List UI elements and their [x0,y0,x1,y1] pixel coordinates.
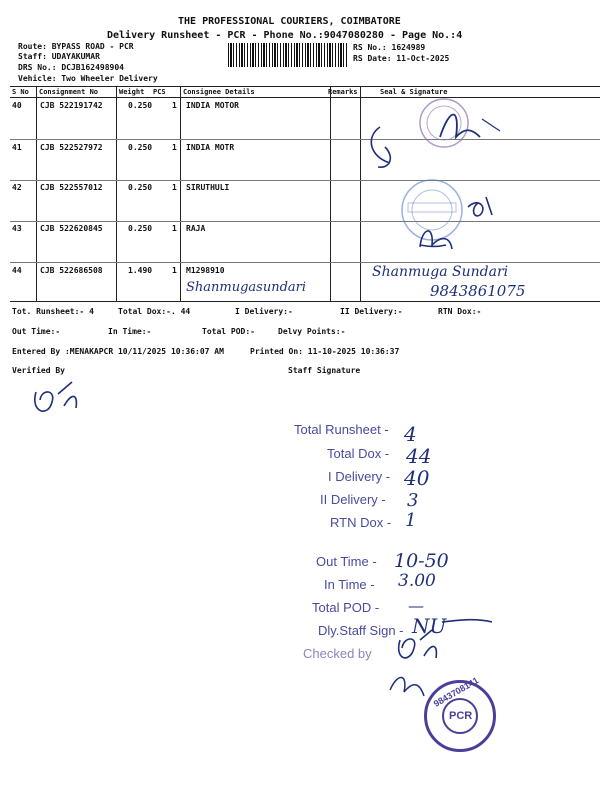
row44-receiver-name: Shanmuga Sundari [372,264,509,280]
row-pcs: 1 [172,183,177,192]
row-weight: 0.250 [128,143,153,152]
row44-signature: Shanmugasundari [186,280,307,295]
row-pcs: 1 [172,101,177,110]
summary-rtn-value: 1 [405,510,417,531]
row-sno: 44 [12,266,22,275]
summary-in-time-label: In Time - [324,577,375,592]
table-top-rule [10,86,600,87]
rs-number: RS No.: 1624989 [353,43,426,52]
barcode [228,43,348,67]
summary-i-delivery-label: I Delivery - [328,469,391,484]
pcr-seal [424,675,496,752]
row-consignee: INDIA MOTR [186,143,235,152]
i-delivery: I Delivery:- [235,307,293,316]
row-sno: 40 [12,101,22,110]
row-weight: 0.250 [128,183,153,192]
col-consignment: Consignment No [39,88,99,96]
summary-checked-label: Checked by [303,646,372,661]
col-seal: Seal & Signature [380,88,448,96]
row-weight: 1.490 [128,266,153,275]
verified-signature [28,372,98,422]
printed-on: Printed On: 11-10-2025 10:36:37 [250,347,400,356]
company-title: THE PROFESSIONAL COURIERS, COIMBATORE [178,16,401,27]
drs-label: DRS No.: DCJB162498904 [18,63,124,72]
row-weight: 0.250 [128,224,153,233]
out-time: Out Time:- [12,327,61,336]
summary-out-time-label: Out Time - [316,554,377,569]
row-sno: 42 [12,183,22,192]
row-sno: 41 [12,143,22,152]
summary-pod-label: Total POD - [312,600,380,615]
summary-staff-sign-label: Dly.Staff Sign - [318,623,404,638]
summary-rtn-label: RTN Dox - [330,515,392,530]
summary-runsheet-value: 4 [404,422,417,446]
entered-by: Entered By :MENAKAPCR 10/11/2025 10:36:07 AM [12,347,224,356]
total-pod: Total POD:- [202,327,255,336]
rtn-dox: RTN Dox:- [438,307,482,316]
summary-i-delivery-value: 40 [404,466,430,490]
summary-runsheet-label: Total Runsheet - [294,422,389,437]
route-label: Route: BYPASS ROAD - PCR [18,42,134,51]
summary-ii-delivery-value: 3 [407,490,419,511]
row-pcs: 1 [172,266,177,275]
runsheet-subtitle: Delivery Runsheet - PCR - Phone No.:9047080280 - Page No.:4 [107,30,463,41]
pcr-seal-center-text: PCR [449,710,473,722]
ii-delivery: II Delivery:- [340,307,403,316]
rs-date: RS Date: 11-Oct-2025 [353,54,450,63]
col-remarks: Remarks [328,88,358,96]
staff-label: Staff: UDAYAKUMAR [18,52,100,61]
row-cno: CJB 522527972 [40,143,103,152]
summary-out-time-value: 10-50 [394,550,449,572]
staff-signature-label: Staff Signature [288,366,361,375]
col-pcs: PCS [153,88,166,96]
summary-ii-delivery-label: II Delivery - [320,492,386,507]
summary-in-time-value: 3.00 [398,571,436,591]
row-cno: CJB 522620845 [40,224,103,233]
col-weight: Weight [119,88,145,96]
row-cno: CJB 522686508 [40,266,103,275]
pcr-seal-ring-text: 9843708141 [431,675,481,709]
row-pcs: 1 [172,224,177,233]
table-bottom-rule [10,301,600,302]
in-time: In Time:- [108,327,152,336]
col-divider [116,86,117,301]
col-divider [330,86,331,301]
col-divider [36,86,37,301]
row-consignee: INDIA MOTOR [186,101,239,110]
row-cno: CJB 522557012 [40,183,103,192]
row-weight: 0.250 [128,101,153,110]
summary-dox-label: Total Dox - [327,446,390,461]
row-consignee: M1298910 [186,266,225,275]
verified-by: Verified By [12,366,65,375]
total-dox: Total Dox:-. 44 [118,307,191,316]
summary-staff-sign-value: NU [412,614,447,638]
row-pcs: 1 [172,143,177,152]
col-sno: S No [12,88,29,96]
vehicle-label: Vehicle: Two Wheeler Delivery [18,74,158,83]
row-consignee: SIRUTHULI [186,183,230,192]
row44-phone: 9843861075 [430,282,526,300]
col-consignee: Consignee Details [183,88,255,96]
row-consignee: RAJA [186,224,206,233]
row-cno: CJB 522191742 [40,101,103,110]
summary-dox-value: 44 [406,444,432,468]
summary-pod-value: — [408,596,424,615]
row-sno: 43 [12,224,22,233]
col-divider [180,86,181,301]
delvy-points: Delvy Points:- [278,327,346,336]
total-runsheet: Tot. Runsheet:- 4 [12,307,94,316]
